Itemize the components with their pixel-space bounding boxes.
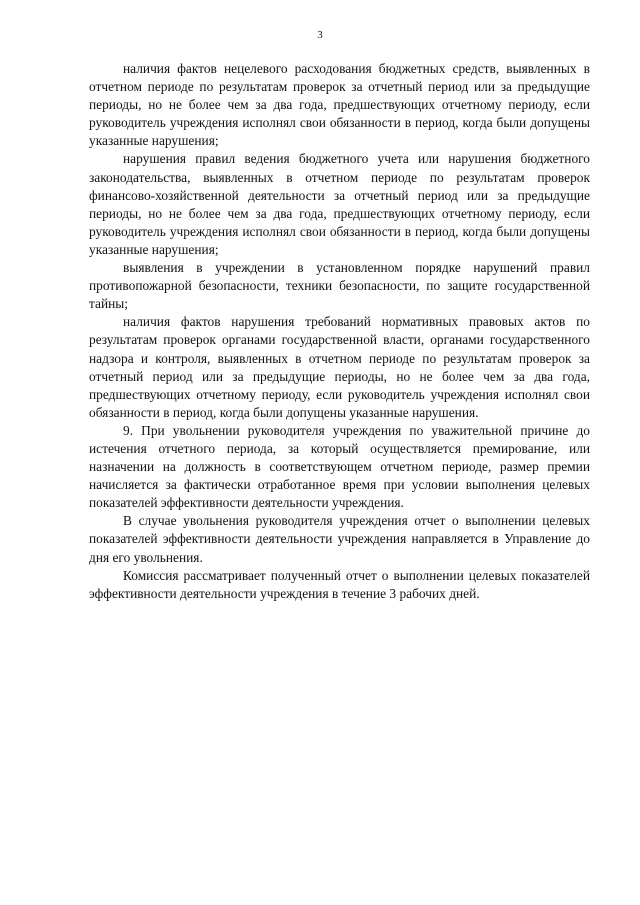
paragraph-accounting-violations: нарушения правил ведения бюджетного учета или нарушения бюджетного законодательства, выявленных в отчетном периоде по результатам проверок финансово-хозяйственной деятельности за отчетный период или за предыдущие периоды, но не более чем за два года, предшествующих отчетному периоду, если руководитель учреждения исполнял свои обязанности в период, когда были допущены указанные нарушения; (89, 151, 590, 257)
paragraph-regulatory-violations: наличия фактов нарушения требований нормативных правовых актов по результатам проверок органами государственной власти, органами государственного надзора и контроля, выявленных в отчетном периоде по результатам проверок за отчетный период или за предыдущие периоды, но не более чем за два года, предшествующих отчетному периоду, если руководитель учреждения исполнял свои обязанности в период, когда были допущены указанные нарушения. (89, 314, 590, 420)
paragraph-clause-9: 9. При увольнении руководителя учреждения по уважительной причине до истечения отчетного периода, за который осуществляется премирование, или назначении на должность в соответствующем отчетном периоде, размер премии начисляется за фактически отработанное время при условии выполнения целевых показателей эффективности деятельности учреждения. (89, 422, 590, 511)
paragraph-dismissal-report: В случае увольнения руководителя учреждения отчет о выполнении целевых показателей эффективности деятельности учреждения направляется в Управление до дня его увольнения. (89, 513, 590, 565)
paragraph-commission-review: Комиссия рассматривает полученный отчет о выполнении целевых показателей эффективности деятельности учреждения в течение 3 рабочих дней. (89, 567, 590, 601)
paragraph-safety-violations: выявления в учреждении в установленном порядке нарушений правил противопожарной безопасности, техники безопасности, по защите государственной тайны; (89, 260, 590, 312)
paragraph-misuse-of-funds: наличия фактов нецелевого расходования бюджетных средств, выявленных в отчетном периоде по результатам проверок за отчетный период или за предыдущие периоды, но не более чем за два года, предшествующих отчетному периоду, если руководитель учреждения исполнял свои обязанности в период, когда были допущены указанные нарушения; (89, 61, 590, 149)
page-number: 3 (317, 29, 323, 41)
document-body (89, 60, 590, 603)
